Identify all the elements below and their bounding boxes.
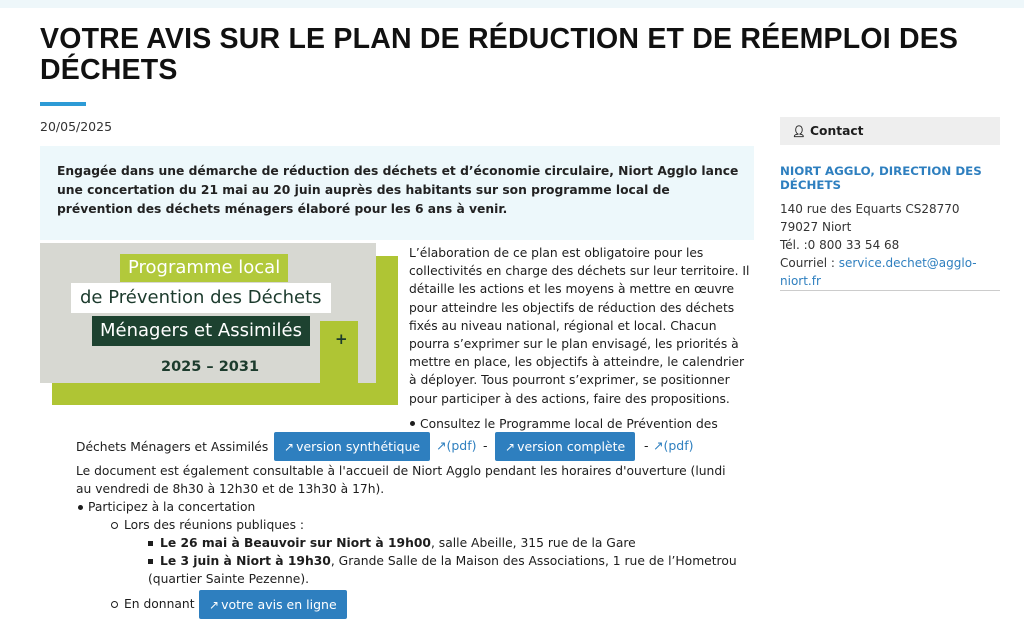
contact-header [780,117,1000,145]
contact-address-line-1: 140 rue des Equarts CS28770 [780,202,960,216]
circle-bullet-marker [111,522,118,529]
external-link-icon: ↗ [653,438,664,453]
title-underline [40,102,86,106]
bullet-marker [78,505,83,510]
illustration-grey-panel [40,243,376,383]
organization-line: DÉCHETS [780,178,841,192]
description-line: pour atteindre les objectifs de réduction des déchets [409,300,735,315]
illustration-line-3: Ménagers et Assimilés [92,316,310,346]
illustration-line-1: Programme local [120,254,288,282]
programme-illustration [40,243,398,405]
consult-text-line-2: Déchets Ménagers et Assimilés [76,440,269,454]
email-link-continued[interactable]: niort.fr [780,274,821,288]
description-line: pourra s’exprimer sur le plan envisagé, les priorités à [409,337,739,352]
contact-email-line [780,256,977,270]
consult-note-line: au vendredi de 8h30 à 12h30 et de 13h30 à 17h). [76,482,385,496]
top-strip [0,0,1024,8]
square-bullet-marker [148,559,153,564]
contact-address-line-2: 79027 Niort [780,220,852,234]
external-link-icon: ↗ [436,438,447,453]
description-line: à déployer. Tous pourront s’exprimer, se positionner [409,373,730,388]
external-link-icon: ↗ [209,597,220,612]
description-line: pour participer à des actions, faire des propositions. [409,391,730,406]
meeting-1-date: Le 26 mai à Beauvoir sur Niort à 19h00 [160,536,431,550]
online-label: En donnant [124,597,195,611]
synthetic-pdf-link[interactable] [436,438,477,453]
meeting-1-location: , salle Abeille, 315 rue de la Gare [430,536,636,550]
intro-text: Engagée dans une démarche de réduction des déchets et d’économie circulaire, Niort Agglo lance une concertation du 21 mai au 20 juin auprès des habitants sur son programme local de prévention des déchets ménagers élaboré pour les 6 ans à venir. [57,164,739,216]
online-opinion-button[interactable] [199,590,347,619]
meeting-2-location-continued: (quartier Sainte Pezenne). [148,572,310,586]
pdf-label: (pdf) [663,438,694,453]
description-line: mettre en place, les objectifs à atteindre, le calendrier [409,355,745,370]
full-pdf-link[interactable] [653,438,694,453]
meetings-label: Lors des réunions publiques : [124,518,305,532]
description-line: fixés au niveau national, régional et local. Chacun [409,318,717,333]
plus-icon: + [335,330,348,348]
square-bullet-marker [148,541,153,546]
external-link-icon: ↗ [284,439,295,454]
meeting-2-date: Le 3 juin à Niort à 19h30 [160,554,331,568]
meeting-item-2 [160,552,737,570]
publish-date: 20/05/2025 [40,119,113,134]
organization-line: NIORT AGGLO, DIRECTION DES [780,164,982,178]
meeting-2-location: , Grande Salle de la Maison des Associations, 1 rue de l’Hometrou [330,554,737,568]
meeting-item-1 [160,534,636,552]
bullet-marker [410,421,415,426]
consult-note-line: Le document est également consultable à l'accueil de Niort Agglo pendant les horaires d'ouverture (lundi [76,464,726,478]
circle-bullet-marker [111,601,118,608]
contact-phone: Tél. :0 800 33 54 68 [780,238,900,252]
page-title: VOTRE AVIS SUR LE PLAN DE RÉDUCTION ET DE RÉEMPLOI DES DÉCHETS [40,23,959,86]
separator-dash: - [644,438,649,453]
separator-dash: - [483,438,488,453]
synthetic-version-button[interactable] [274,432,430,461]
illustration-line-2: de Prévention des Déchets [71,283,331,313]
external-link-icon: ↗ [505,439,516,454]
consult-text-line-1: Consultez le Programme local de Prévention des [420,417,718,431]
synthetic-version-label: version synthétique [296,439,421,454]
full-version-button[interactable] [495,432,635,461]
full-version-label: version complète [517,439,626,454]
description-line: L’élaboration de ce plan est obligatoire pour les [409,246,704,260]
description-paragraph [409,244,754,408]
online-opinion-label: votre avis en ligne [221,597,337,612]
email-label: Courriel : [780,256,839,270]
contact-header-label: Contact [809,124,864,138]
contact-organization [780,164,1000,192]
sidebar-divider [780,290,1000,291]
participate-heading: Participez à la concertation [88,500,256,514]
user-icon: 👤︎ [792,124,806,138]
description-line: détaille les actions et les moyens à mettre en œuvre [409,282,735,297]
description-line: collectivités en charge des déchets sur leur territoire. Il [409,264,750,279]
illustration-years: 2025 – 2031 [161,359,260,375]
pdf-label: (pdf) [446,438,477,453]
email-link[interactable]: service.dechet@agglo- [838,256,977,270]
